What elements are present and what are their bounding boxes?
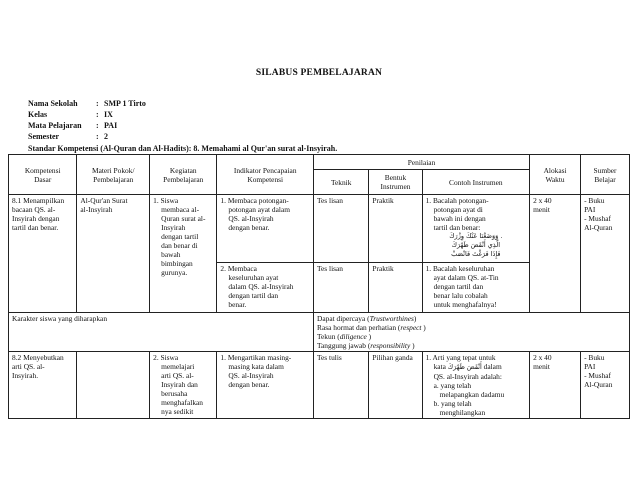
kd2-kegiatan: [150, 352, 217, 419]
kd1-bentuk-1: Praktik: [369, 195, 422, 263]
text-line: membaca al-: [161, 205, 200, 214]
kd2-materi: [77, 352, 150, 419]
text-line: dalam QS. al-Insyirah: [228, 282, 294, 291]
header-materi: [77, 155, 150, 195]
header-indikator: [217, 155, 314, 195]
karakter-row: [9, 313, 630, 352]
karakter-end: ): [421, 323, 426, 332]
arabic-verse: . وَوَضَعْنَا عَنْكَ وِزْرَكَ: [449, 232, 503, 240]
text-line: tartil dan benar.: [12, 223, 59, 232]
info-separator: :: [96, 110, 99, 119]
header-contoh: Contoh Instrumen: [422, 170, 529, 195]
text-line: gurunya.: [161, 268, 188, 277]
info-value: SMP 1 Tirto: [104, 99, 146, 108]
info-value: PAI: [104, 121, 118, 130]
text-line: 1. Bacalah keseluruhan: [425, 264, 495, 273]
header-line: Dasar: [34, 174, 52, 184]
info-separator: :: [96, 99, 99, 108]
kd1-sumber: [581, 195, 630, 313]
page-title: SILABUS PEMBELAJARAN: [255, 68, 383, 78]
text-line: untuk menghafalnya!: [433, 300, 497, 309]
karakter-value: [317, 332, 626, 341]
header-line: Bentuk: [384, 173, 407, 182]
header-line: Pembelajaran: [163, 174, 204, 184]
text-line: 8.2 Menyebutkan: [12, 353, 64, 362]
kd1-materi: [77, 195, 150, 313]
info-label: Mata Pelajaran: [28, 121, 82, 130]
kd2-sumber: [581, 352, 630, 419]
school-info: [28, 98, 146, 142]
kd1-kegiatan: [150, 195, 217, 313]
text-line: QS. al-Insyirah: [228, 214, 274, 223]
karakter-term: responsibility: [370, 341, 411, 350]
text-line: 8.1 Menampilkan: [12, 196, 65, 205]
header-line: Alokasi: [543, 165, 567, 175]
kd1-contoh-1: [422, 195, 529, 263]
text-line: ayat dalam QS. at-Tin: [433, 273, 499, 282]
text-line: a. yang telah: [433, 381, 472, 390]
text-line: 1. Arti yang tepat untuk: [425, 353, 496, 362]
karakter-term: diligence: [339, 332, 367, 341]
karakter-term: respect: [400, 323, 422, 332]
kd1-kompetensi: [9, 195, 77, 313]
karakter-values: [314, 313, 630, 352]
info-row-subject: [28, 120, 146, 131]
text-line: bimbingan: [161, 259, 193, 268]
karakter-end: ): [410, 341, 415, 350]
karakter-text: Rasa hormat dan perhatian (: [317, 323, 401, 332]
text-line: arti QS. al-: [12, 362, 45, 371]
header-kegiatan: [150, 155, 217, 195]
kd1-alokasi: [530, 195, 581, 313]
arabic-verse: الَّذِي أَنْقَضَ ظَهْرَكَ: [451, 241, 501, 249]
header-penilaian: Penilaian: [314, 155, 530, 170]
text-line: menghilangkan: [439, 408, 486, 417]
text-line: bawah ini dengan: [433, 214, 486, 223]
kd2-teknik: Tes tulis: [314, 352, 369, 419]
kd1-indikator-1: [217, 195, 314, 263]
kd2-contoh: [422, 352, 529, 419]
text-line: menit: [533, 205, 550, 214]
info-row-school: [28, 98, 146, 109]
info-label: Semester: [28, 132, 60, 141]
karakter-end: ): [366, 332, 372, 341]
text-line: potongan ayat dalam: [228, 205, 290, 214]
header-line: Belajar: [594, 174, 616, 184]
kd1-contoh-2: [422, 263, 529, 313]
info-row-semester: [28, 131, 146, 142]
info-separator: :: [96, 121, 99, 130]
text-line: - Mushaf: [584, 214, 611, 223]
text-line: Quran surat al-: [161, 214, 206, 223]
text-line: Insyirah: [161, 223, 186, 232]
info-row-class: [28, 109, 146, 120]
karakter-text: Dapat dipercaya (: [317, 314, 370, 323]
info-label: Nama Sekolah: [28, 99, 78, 108]
text-line: bacaan QS. al-: [12, 205, 56, 214]
text-line: dengan tartil: [161, 232, 199, 241]
text-line: dengan tartil dan: [433, 282, 484, 291]
info-label: Kelas: [28, 110, 48, 119]
header-alokasi: [530, 155, 581, 195]
text-line: berusaha: [161, 389, 188, 398]
kd1-indikator-2: [217, 263, 314, 313]
karakter-end: ): [413, 314, 417, 323]
text-line: bawah: [161, 250, 181, 259]
text-line: dengan tartil dan: [228, 291, 279, 300]
text-line: [426, 362, 526, 372]
text-line: dengan benar.: [228, 223, 270, 232]
header-line: Waktu: [545, 174, 565, 184]
kd1-teknik-2: Tes lisan: [314, 263, 369, 313]
text-line: Insyirah.: [12, 371, 39, 380]
text-line: PAI: [584, 362, 596, 371]
text-line: 2. Membaca: [220, 264, 257, 273]
text-line: nya sedikit: [161, 407, 194, 416]
text-line: menghafalkan: [161, 398, 203, 407]
text-line: QS. al-Insyirah: [228, 371, 274, 380]
kd1-bentuk-2: Praktik: [369, 263, 422, 313]
info-value: IX: [104, 110, 113, 119]
karakter-value: [317, 314, 626, 323]
header-teknik: Teknik: [314, 170, 369, 195]
text-line: keseluruhan ayat: [228, 273, 279, 282]
header-line: Kompetensi: [247, 174, 284, 184]
info-value: 2: [104, 132, 108, 141]
syllabus-table: [8, 154, 630, 419]
header-line: Indikator Pencapaian: [233, 165, 297, 175]
text-line: 2 x 40: [533, 353, 552, 362]
kd2-bentuk: Pilihan ganda: [369, 352, 422, 419]
text-line: - Buku: [584, 353, 605, 362]
text-line: tartil dan benar:: [433, 223, 481, 232]
text-line: 2 x 40: [533, 196, 552, 205]
text-part: kata: [433, 362, 446, 371]
text-line: dan benar di: [161, 241, 198, 250]
arabic-phrase: أَنْقَضَ ظَهْرَكَ: [447, 363, 482, 371]
header-line: Pembelajaran: [93, 174, 134, 184]
table-row: [9, 352, 630, 419]
karakter-value: [317, 341, 626, 350]
arabic-verse: فَإِذَا فَرَغْتَ فَانْصَبْ: [451, 250, 501, 258]
text-line: melapangkan dadamu: [439, 390, 505, 399]
karakter-term: Trustworthines: [369, 314, 414, 323]
text-line: al-Insyirah: [80, 205, 113, 214]
kd1-teknik-1: Tes lisan: [314, 195, 369, 263]
text-line: dengan benar.: [228, 380, 270, 389]
text-line: arti QS. al-: [161, 371, 194, 380]
text-line: Insyirah dan: [161, 380, 198, 389]
header-line: Kompetensi: [24, 165, 61, 175]
text-line: 1. Mengartikan masing-: [220, 353, 292, 362]
text-line: b. yang telah: [433, 399, 472, 408]
text-line: 1. Membaca potongan-: [220, 196, 289, 205]
header-sumber: [581, 155, 630, 195]
header-kompetensi: [9, 155, 77, 195]
karakter-text: Tekun (: [317, 332, 340, 341]
text-line: Insyirah dengan: [12, 214, 60, 223]
text-line: 1. Siswa: [153, 196, 179, 205]
text-line: - Buku: [584, 196, 605, 205]
header-line: Kegiatan: [169, 165, 197, 175]
kd2-indikator-1: [217, 352, 314, 419]
text-line: potongan ayat di: [433, 205, 483, 214]
header-line: Instrumen: [380, 182, 411, 191]
text-line: benar lalu cobalah: [433, 291, 488, 300]
text-line: menit: [533, 362, 550, 371]
karakter-value: [317, 323, 626, 332]
text-line: Al-Quran: [584, 223, 613, 232]
karakter-text: Tanggung jawab (: [317, 341, 371, 350]
text-line: masing kata dalam: [228, 362, 284, 371]
text-line: 2. Siswa: [153, 353, 179, 362]
standar-kompetensi: Standar Kompetensi (Al-Quran dan Al-Hadits): 8. Memahami al Qur'an surat al-Insyirah.: [28, 144, 338, 153]
karakter-label: Karakter siswa yang diharapkan: [9, 313, 314, 352]
text-line: benar.: [228, 300, 247, 309]
header-line: Materi Pokok/: [92, 165, 135, 175]
text-line: Al-Qur'an Surat: [80, 196, 128, 205]
header-line: Sumber: [593, 165, 617, 175]
text-line: PAI: [584, 205, 596, 214]
text-line: QS. al-Insyirah adalah:: [433, 372, 502, 381]
text-line: Al-Quran: [584, 380, 613, 389]
text-line: - Mushaf: [584, 371, 611, 380]
text-line: memelajari: [161, 362, 195, 371]
kd2-alokasi: [530, 352, 581, 419]
text-line: 1. Bacalah potongan-: [425, 196, 489, 205]
text-part: dalam: [483, 362, 502, 371]
table-row: [9, 195, 630, 263]
header-bentuk: [369, 170, 422, 195]
kd2-kompetensi: [9, 352, 77, 419]
info-separator: :: [96, 132, 99, 141]
